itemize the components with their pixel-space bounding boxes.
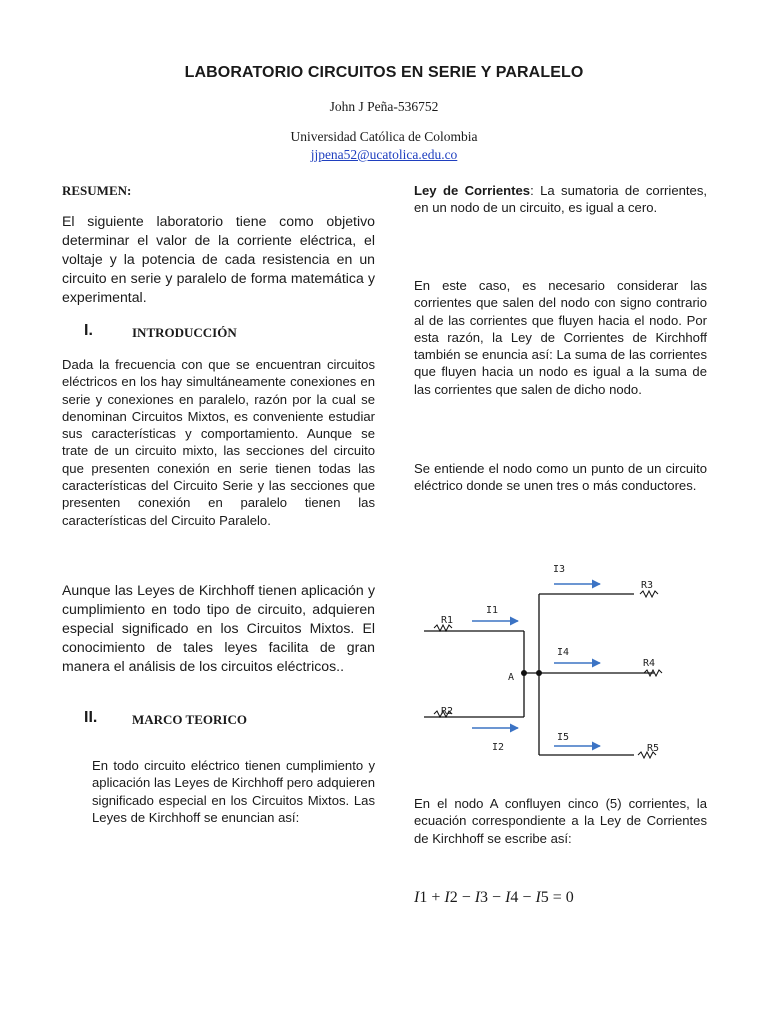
label-i3: I3 — [553, 564, 566, 575]
resumen-paragraph: El siguiente laboratorio tiene como objetivo determinar el valor de la corriente eléctrica, el voltaje y la potencia de cada resistencia en un circuito en serie y paralelo de forma matemática y experimental. — [62, 213, 375, 305]
section-2-title: MARCO TEORICO — [132, 712, 247, 727]
kcl-equation — [414, 889, 574, 907]
right-paragraph-4: En el nodo A confluyen cinco (5) corrientes, la ecuación correspondiente a la Ley de Corrientes de Kirchhoff se escribe así: — [414, 796, 707, 846]
marco-paragraph: En todo circuito eléctrico tienen cumplimiento y aplicación las Leyes de Kirchhoff pero adquieren significado especial en los Circuitos Mixtos. Las Leyes de Kirchhoff se enuncian así: — [92, 758, 375, 825]
eq-op-4: − — [518, 889, 536, 906]
email-link[interactable] — [0, 147, 768, 163]
label-r5: R5 — [647, 743, 660, 754]
intro-paragraph-2: Aunque las Leyes de Kirchhoff tienen aplicación y cumplimiento en todo tipo de circuito, adquieren especial significado en los Circuitos Mixtos. El conocimiento de tales leyes facilita de gran manera el análisis de los circuitos eléctricos.. — [62, 582, 375, 674]
ley-corrientes-paragraph — [414, 182, 707, 217]
email-text[interactable]: jjpena52@ucatolica.edu.co — [310, 147, 458, 162]
label-i2: I2 — [492, 742, 505, 753]
eq-zero: 0 — [565, 889, 574, 906]
eq-term-5: I — [535, 889, 541, 906]
author-name: John J Peña-536752 — [329, 99, 439, 114]
intro-paragraph-1: Dada la frecuencia con que se encuentran circuitos eléctricos en los hay simultáneamente conexiones en serie y conexiones en paralelo, razón por la cual se denominan Circuitos Mixtos, es conveniente estudiar sus características y comportamiento. Aunque se trate de un circuito mixto, las secciones del circuito que presenten conexión en serie tienen todas las características del Circuito Serie y las secciones que presenten conexión en paralelo tienen las características del Circuito Paralelo. — [62, 357, 375, 528]
node-a-dot — [521, 670, 527, 676]
eq-term-3: I — [474, 889, 481, 906]
label-r1: R1 — [441, 615, 454, 626]
label-i1: I1 — [486, 605, 499, 616]
label-r3: R3 — [641, 580, 654, 591]
paper-title: LABORATORIO CIRCUITOS EN SERIE Y PARALELO — [184, 64, 584, 81]
label-i4: I4 — [557, 647, 570, 658]
label-i5: I5 — [557, 732, 570, 743]
node-diagram — [404, 556, 674, 760]
eq-index-1: 1 — [419, 889, 428, 906]
resumen-heading: RESUMEN: — [62, 183, 132, 198]
ley-corrientes-text: : La sumatoria de corrientes, en un nodo de un circuito, es igual a cero. — [414, 183, 707, 216]
ley-corrientes-term: Ley de Corrientes — [414, 183, 531, 198]
label-node-a: A — [508, 672, 515, 683]
eq-term-2: I — [444, 889, 450, 906]
eq-index-5: 5 — [540, 889, 549, 906]
eq-equals: = — [548, 889, 566, 906]
resistor-r3-symbol — [640, 591, 658, 597]
label-r2: R2 — [441, 706, 454, 717]
right-paragraph-3: Se entiende el nodo como un punto de un circuito eléctrico donde se unen tres o más conductores. — [414, 461, 707, 494]
eq-op-3: − — [488, 889, 506, 906]
section-2-number: II. — [84, 709, 98, 726]
affiliation: Universidad Católica de Colombia — [290, 129, 478, 144]
eq-term-1: I — [414, 889, 420, 906]
section-1-title: INTRODUCCIÓN — [132, 325, 237, 340]
node-junction-dot — [536, 670, 542, 676]
eq-term-4: I — [505, 889, 511, 906]
label-r4: R4 — [643, 658, 656, 669]
right-paragraph-2: En este caso, es necesario considerar las corrientes que salen del nodo con signo contrario al de las corrientes que fluyen hacia el nodo. Por esta razón, la Ley de Corrientes de Kirchhoff también se enuncia así: La suma de las corrientes que fluyen hacia un nodo es igual a la suma de las corrientes que salen de dicho nodo. — [414, 278, 707, 397]
eq-index-3: 3 — [480, 889, 489, 906]
eq-op-2: − — [457, 889, 475, 906]
section-1-number: I. — [84, 322, 93, 339]
eq-index-4: 4 — [510, 889, 519, 906]
eq-index-2: 2 — [449, 889, 458, 906]
eq-op-1: + — [427, 889, 445, 906]
